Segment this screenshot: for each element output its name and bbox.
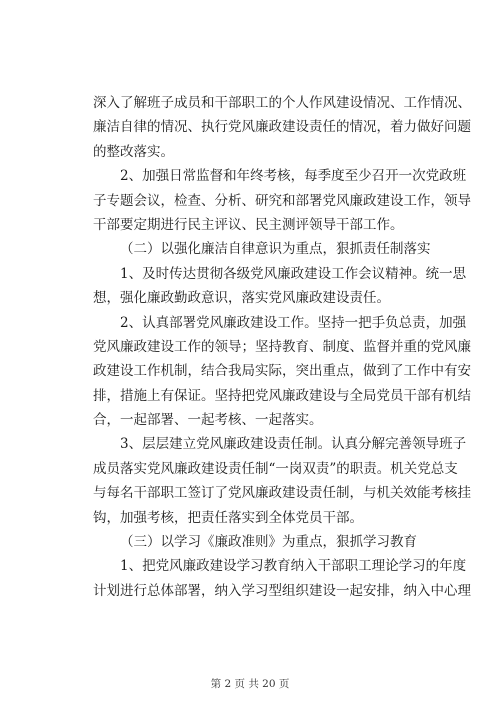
text-line: （三）以学习《廉政准则》为重点，狠抓学习教育 [120,534,417,551]
text-line: 党风廉政建设工作的领导；坚持教育、制度、监督并重的党风廉 [93,338,471,355]
text-line: 2、认真部署党风廉政建设工作。坚持一把手负总责，加强 [120,314,467,331]
text-line: 政建设工作机制，结合我局实际，突出重点，做到了工作中有安 [93,363,471,380]
page-footer: 第 2 页 共 20 页 [210,678,290,690]
text-line: 廉洁自律的情况、执行党风廉政建设责任的情况，着力做好问题 [93,119,471,136]
text-line: 合，一起部署、一起考核、一起落实。 [93,412,323,429]
text-line: 想，强化廉政勤政意识，落实党风廉政建设责任。 [93,290,390,307]
text-line: 成员落实党风廉政建设责任制“一岗双责”的职责。机关党总支 [93,460,458,477]
text-line: 钩，加强考核，把责任落实到全体党员干部。 [93,509,363,526]
text-line: 深入了解班子成员和干部职工的个人作风建设情况、工作情况、 [93,95,471,111]
text-line: （二）以强化廉洁自律意识为重点，狠抓责任制落实 [120,241,431,258]
text-line: 计划进行总体部署，纳入学习型组织建设一起安排，纳入中心理 [93,582,471,599]
text-line: 与每名干部职工签订了党风廉政建设责任制，与机关效能考核挂 [93,485,471,502]
text-line: 子专题会议，检查、分析、研究和部署党风廉政建设工作，领导 [93,192,471,209]
text-line: 3、层层建立党风廉政建设责任制。认真分解完善领导班子 [120,436,467,453]
text-line: 1、把党风廉政建设学习教育纳入干部职工理论学习的年度 [120,558,467,575]
text-line: 1、及时传达贯彻各级党风廉政建设工作会议精神。统一思 [120,265,467,282]
text-line: 排，措施上有保证。坚持把党风廉政建设与全局党员干部有机结 [93,387,471,404]
text-line: 2、加强日常监督和年终考核，每季度至少召开一次党政班 [120,168,467,185]
document-body [93,91,471,603]
text-line: 的整改落实。 [93,143,174,160]
text-line: 干部要定期进行民主评议、民主测评领导干部工作。 [93,216,404,233]
